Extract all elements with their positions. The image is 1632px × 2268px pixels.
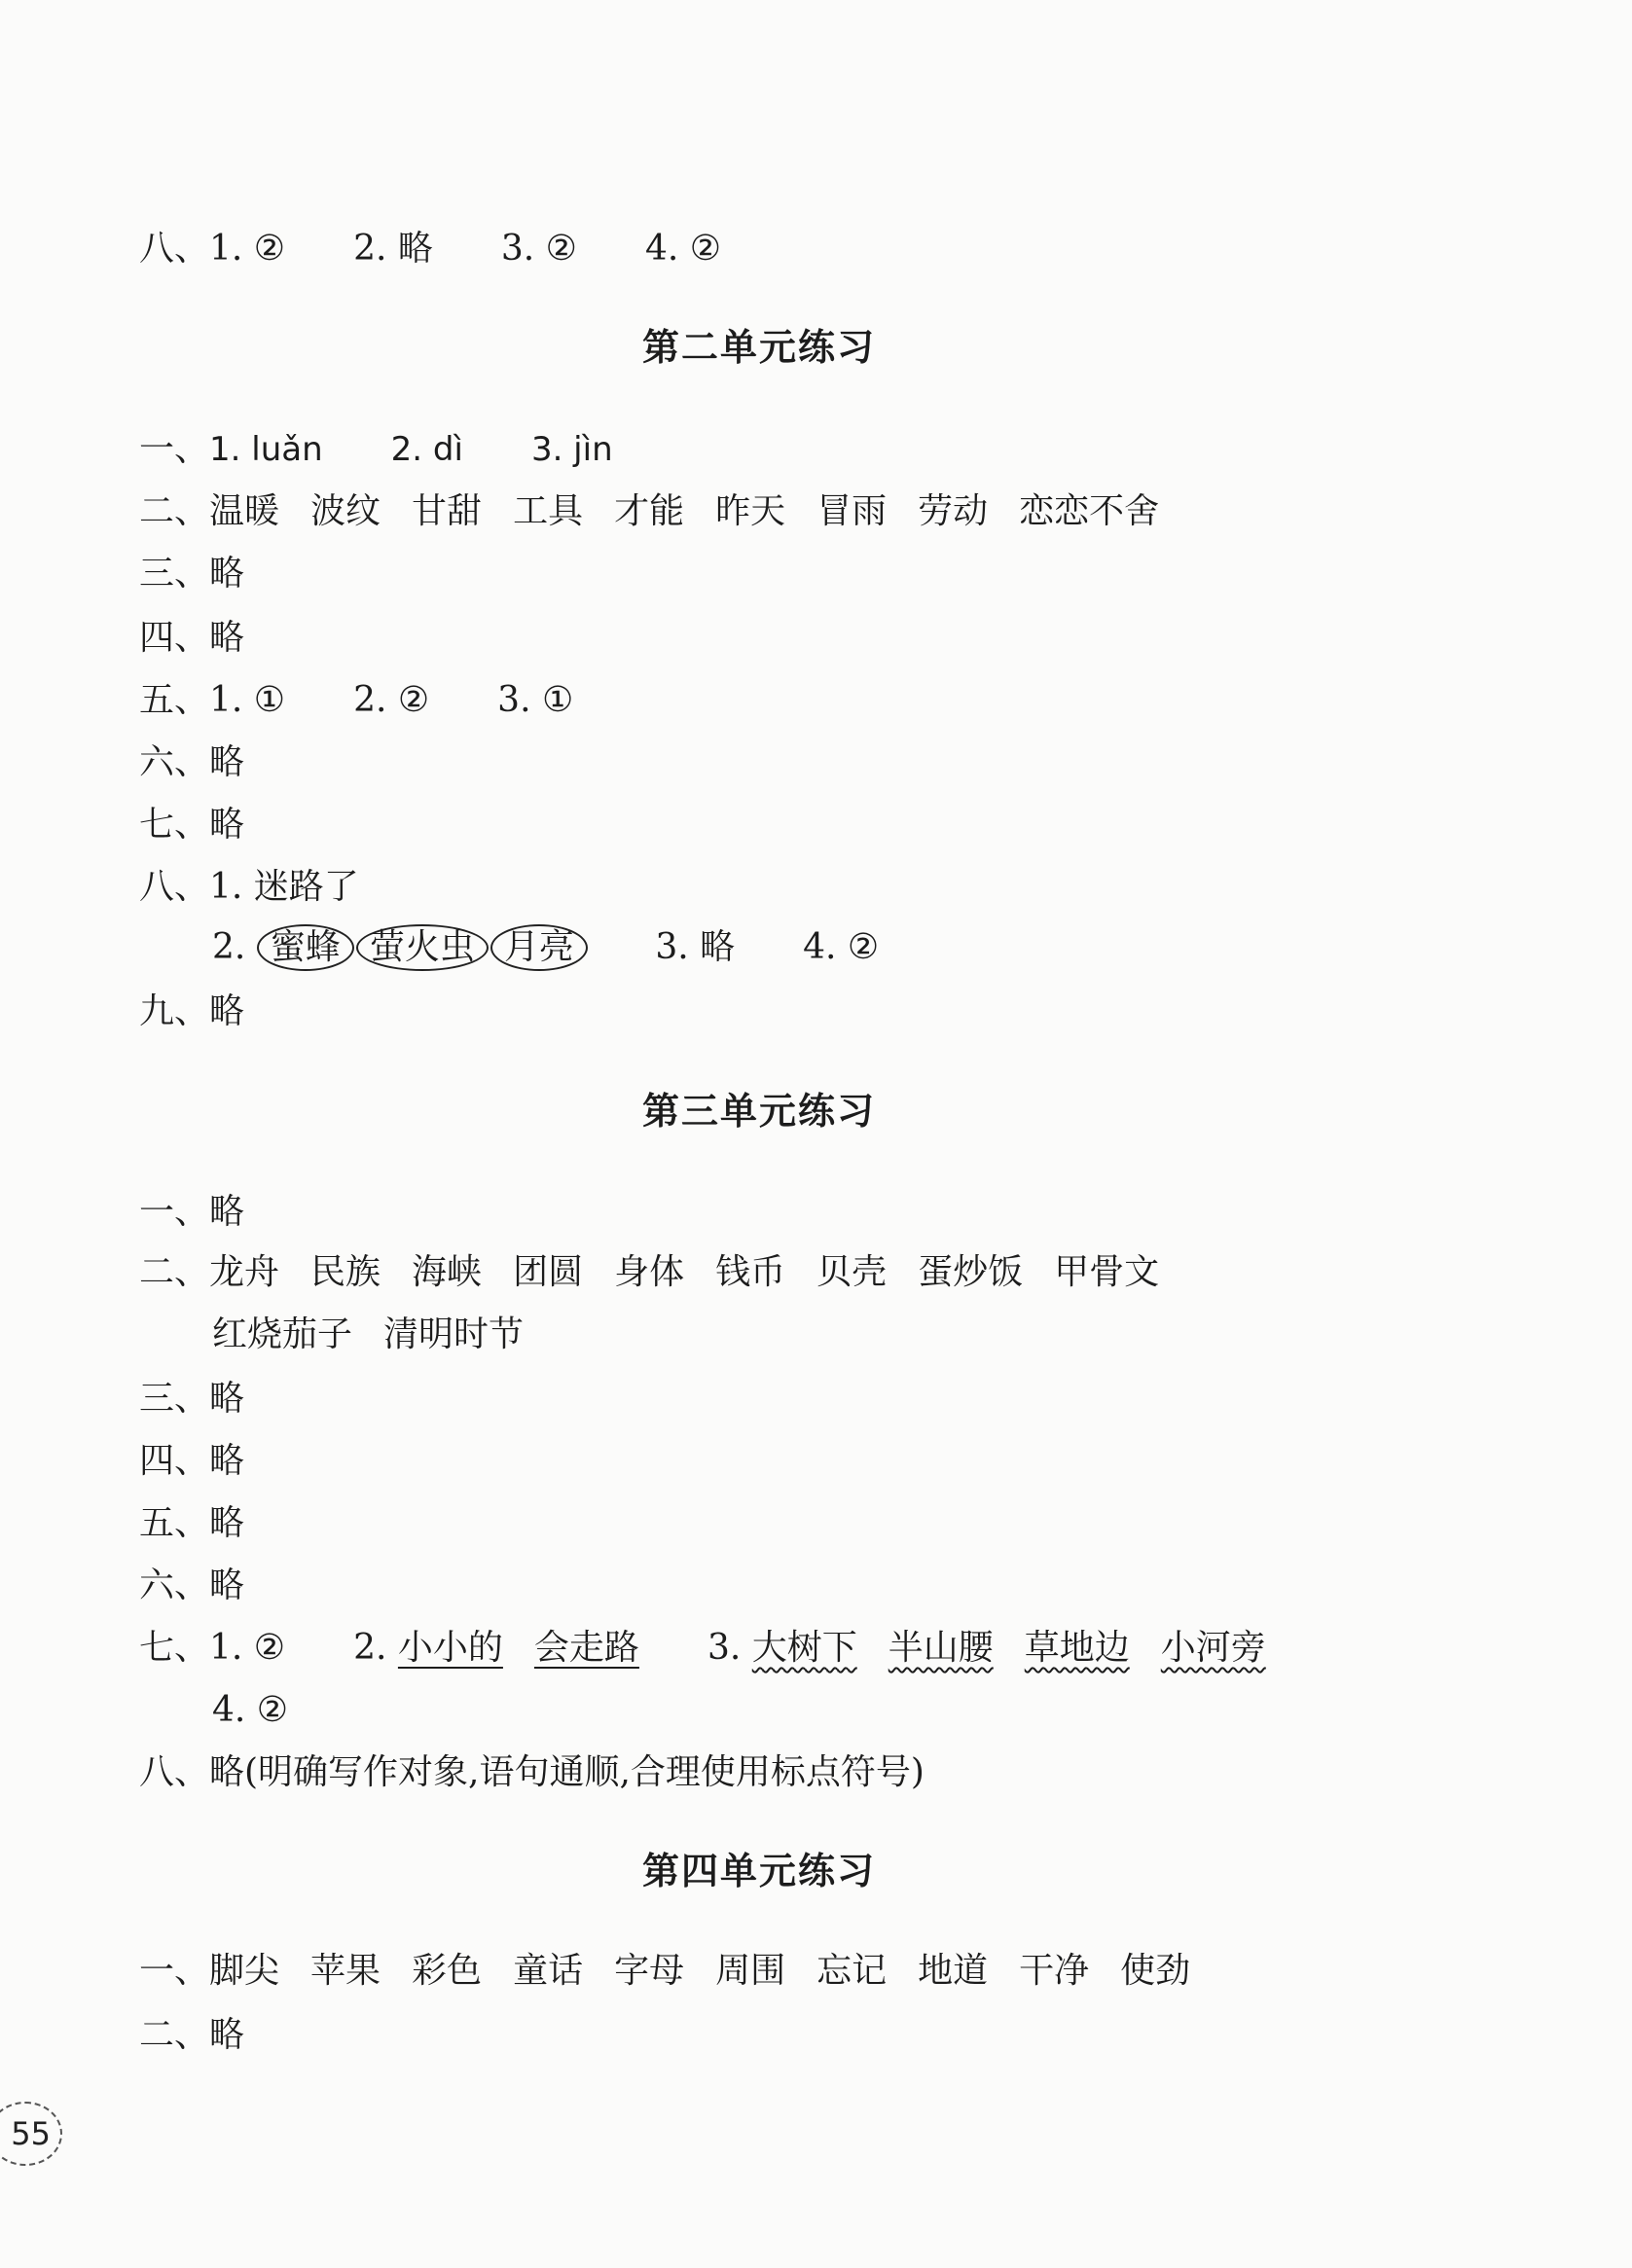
word-item: 甘甜 xyxy=(412,491,483,531)
wavy-underlined-word: 半山腰 xyxy=(888,1628,994,1668)
answer-item: 4. ② xyxy=(644,229,722,269)
answer-prefix: 八、 xyxy=(139,867,210,907)
word-item: 团圆 xyxy=(513,1252,584,1292)
word-item: 钱币 xyxy=(715,1252,786,1292)
answer-prefix: 一、 xyxy=(139,1951,210,1991)
unit2-answer-5 xyxy=(139,677,604,724)
word-item: 甲骨文 xyxy=(1054,1252,1160,1292)
pinyin-item: 3. jìn xyxy=(530,430,613,469)
word-item: 脚尖 xyxy=(209,1951,280,1991)
word-item: 使劲 xyxy=(1120,1951,1191,1991)
underlined-word: 小小的 xyxy=(397,1628,503,1668)
answer-item: 1. 迷路了 xyxy=(209,867,359,907)
underlined-word: 会走路 xyxy=(533,1628,639,1668)
unit3-answer-4: 四、略 xyxy=(139,1441,245,1481)
unit2-answer-2 xyxy=(139,488,1190,535)
unit2-answer-9: 九、略 xyxy=(139,991,245,1031)
answer-prefix: 五、 xyxy=(139,680,210,720)
word-item: 苹果 xyxy=(310,1951,381,1991)
unit2-answer-1 xyxy=(139,426,644,473)
unit3-answer-2 xyxy=(139,1249,1190,1296)
word-item: 童话 xyxy=(513,1951,584,1991)
unit4-answer-1 xyxy=(139,1948,1221,1995)
unit2-answer-4: 四、略 xyxy=(139,618,245,658)
circled-word: 蜜蜂 xyxy=(257,924,354,971)
word-item: 周围 xyxy=(715,1951,786,1991)
unit4-answer-2: 二、略 xyxy=(139,2015,245,2055)
answer-number: 3. xyxy=(707,1628,742,1668)
answer-number: 2. xyxy=(212,927,246,967)
page-number: 55 xyxy=(0,2102,62,2166)
answer-item: 1. ② xyxy=(209,1628,286,1668)
circled-word: 萤火虫 xyxy=(356,924,489,971)
word-item: 字母 xyxy=(614,1951,685,1991)
unit2-answer-7: 七、略 xyxy=(139,805,245,845)
answer-item: 3. 略 xyxy=(655,927,736,967)
answer-line-1-8 xyxy=(139,226,752,272)
unit2-answer-3: 三、略 xyxy=(139,554,245,594)
word-item: 工具 xyxy=(513,491,584,531)
word-item: 忘记 xyxy=(816,1951,888,1991)
answer-number: 2. xyxy=(353,1628,387,1668)
word-item: 波纹 xyxy=(310,491,381,531)
word-item: 身体 xyxy=(614,1252,685,1292)
answer-prefix: 二、 xyxy=(139,1252,210,1292)
word-item: 民族 xyxy=(310,1252,381,1292)
word-item: 蛋炒饭 xyxy=(918,1252,1024,1292)
unit3-answer-6: 六、略 xyxy=(139,1566,245,1605)
word-item: 才能 xyxy=(614,491,685,531)
pinyin-item: 1. luǎn xyxy=(209,430,323,469)
circled-word: 月亮 xyxy=(490,924,588,971)
word-item: 昨天 xyxy=(715,491,786,531)
answer-item: 4. ② xyxy=(803,927,880,967)
wavy-underlined-word: 草地边 xyxy=(1024,1628,1130,1668)
word-item: 龙舟 xyxy=(209,1252,280,1292)
word-item: 干净 xyxy=(1019,1951,1090,1991)
wavy-underlined-word: 大树下 xyxy=(751,1628,857,1668)
word-item: 劳动 xyxy=(918,491,989,531)
unit2-answer-6: 六、略 xyxy=(139,742,245,782)
word-item: 恋恋不舍 xyxy=(1019,491,1160,531)
unit2-answer-8 xyxy=(139,864,359,911)
word-item: 海峡 xyxy=(412,1252,483,1292)
word-item: 红烧茄子 xyxy=(212,1314,353,1354)
answer-prefix: 八、 xyxy=(139,229,210,269)
answer-prefix: 二、 xyxy=(139,491,210,531)
answer-item: 1. ② xyxy=(209,229,286,269)
answer-item: 3. ② xyxy=(500,229,577,269)
answer-prefix: 一、 xyxy=(139,429,210,469)
answer-item: 2. ② xyxy=(353,680,430,720)
unit3-answer-8: 八、略(明确写作对象,语句通顺,合理使用标点符号) xyxy=(139,1752,925,1792)
unit3-answer-1: 一、略 xyxy=(139,1192,245,1232)
pinyin-item: 2. dì xyxy=(390,430,463,469)
unit3-answer-7-cont: 4. ② xyxy=(212,1690,289,1730)
unit4-title: 第四单元练习 xyxy=(641,1850,876,1892)
unit2-answer-8-cont xyxy=(212,924,910,971)
word-item: 温暖 xyxy=(209,491,280,531)
word-item: 地道 xyxy=(918,1951,989,1991)
unit2-title: 第二单元练习 xyxy=(641,326,876,369)
wavy-underlined-word: 小河旁 xyxy=(1160,1628,1266,1668)
answer-item: 3. ① xyxy=(497,680,574,720)
unit3-answer-7 xyxy=(139,1625,1297,1672)
word-item: 彩色 xyxy=(412,1951,483,1991)
word-item: 冒雨 xyxy=(816,491,888,531)
unit3-answer-2-cont xyxy=(212,1312,555,1358)
unit3-title: 第三单元练习 xyxy=(641,1090,876,1133)
unit3-answer-5: 五、略 xyxy=(139,1503,245,1543)
answer-prefix: 七、 xyxy=(139,1628,210,1668)
word-item: 贝壳 xyxy=(816,1252,888,1292)
word-item: 清明时节 xyxy=(383,1314,525,1354)
answer-item: 2. 略 xyxy=(353,229,433,269)
unit3-answer-3: 三、略 xyxy=(139,1379,245,1419)
answer-item: 1. ① xyxy=(209,680,286,720)
